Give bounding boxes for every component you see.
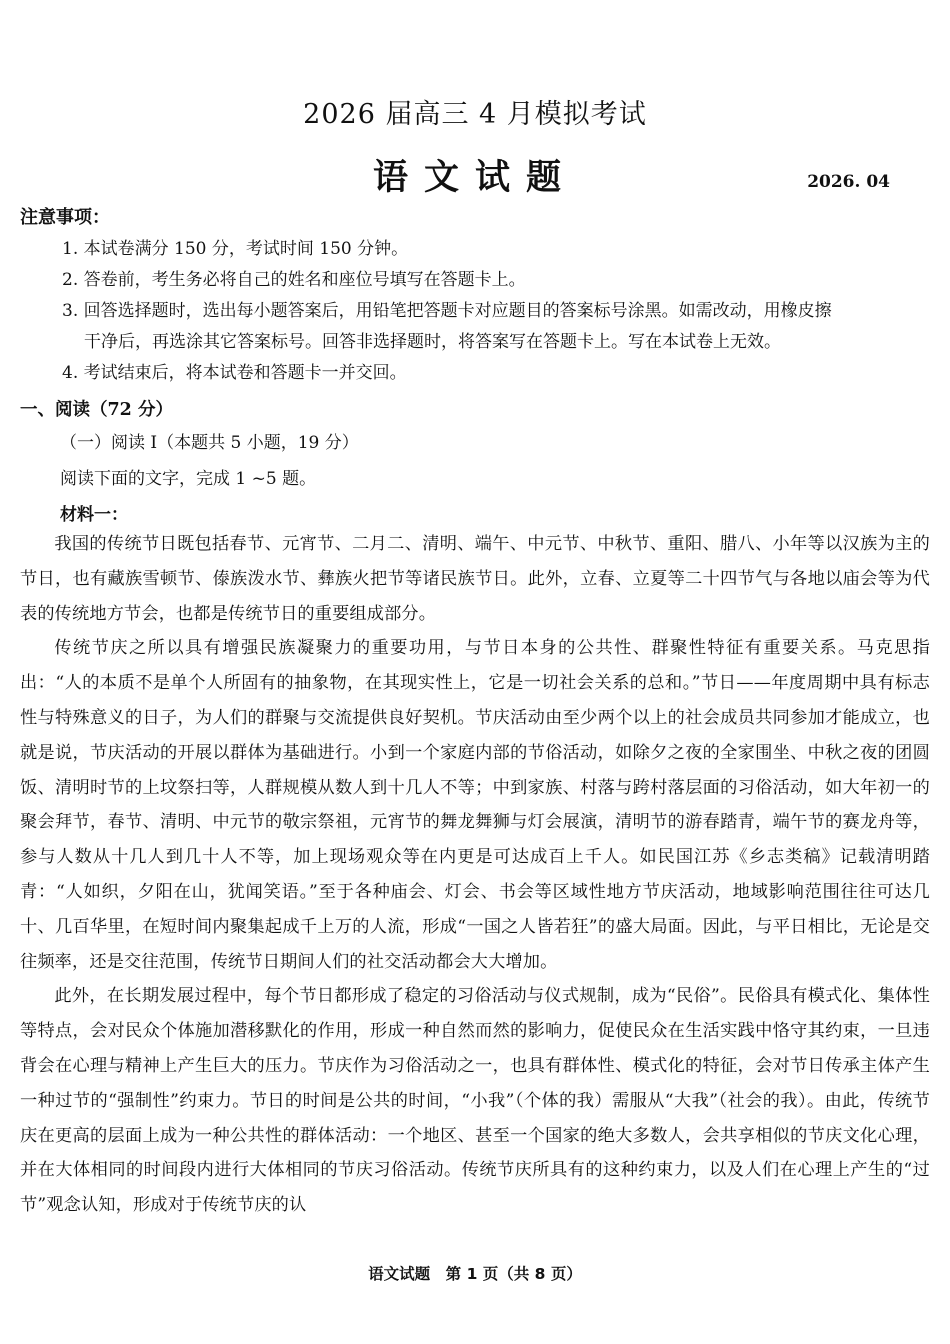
subject-title: 语文试题	[372, 158, 577, 198]
notice-title: 注意事项：	[20, 207, 110, 228]
notice-item-1: 1. 本试卷满分 150 分，考试时间 150 分钟。	[62, 239, 409, 259]
article-body	[20, 527, 930, 1223]
notice-item-2: 2. 答卷前，考生务必将自己的姓名和座位号填写在答题卡上。	[62, 270, 526, 290]
exam-date: 2026. 04	[807, 172, 890, 192]
notice-item-4: 4. 考试结束后，将本试卷和答题卡一并交回。	[62, 363, 407, 383]
page-footer: 语文试题 第 1 页（共 8 页）	[368, 1265, 582, 1283]
subsection-title: （一）阅读 Ⅰ（本题共 5 小题，19 分）	[60, 433, 359, 453]
article-paragraph-2: 传统节庆之所以具有增强民族凝聚力的重要功用，与节日本身的公共性、群聚性特征有重要关系。马克思指出：“人的本质不是单个人所固有的抽象物，在其现实性上，它是一切社会关系的总和。”节日——年度周期中具有标志性与特殊意义的日子，为人们的群聚与交流提供良好契机。节庆活动由至少两个以上的社会成员共同参加才能成立，也就是说，节庆活动的开展以群体为基础进行。小到一个家庭内部的节俗活动，如除夕之夜的全家围坐、中秋之夜的团圆饭、清明时节的上坟祭扫等，人群规模从数人到十几人不等；中到家族、村落与跨村落层面的习俗活动，如大年初一的聚会拜节，春节、清明、中元节的敬宗祭祖，元宵节的舞龙舞狮与灯会展演，清明节的游春踏青，端午节的赛龙舟等，参与人数从十几人到几十人不等，加上现场观众等在内更是可达成百上千人。如民国江苏《乡志类稿》记载清明踏青：“人如织，夕阳在山，犹闻笑语。”至于各种庙会、灯会、书会等区域性地方节庆活动，地域影响范围往往可达几十、几百华里，在短时间内聚集起成千上万的人流，形成“一国之人皆若狂”的盛大局面。因此，与平日相比，无论是交往频率，还是交往范围，传统节日期间人们的社交活动都会大大增加。	[20, 638, 930, 972]
reading-instruction: 阅读下面的文字，完成 1 ~5 题。	[60, 469, 317, 489]
section-title: 一、阅读（72 分）	[20, 400, 173, 420]
article-paragraph-3: 此外，在长期发展过程中，每个节日都形成了稳定的习俗活动与仪式规制，成为“民俗”。民俗具有模式化、集体性等特点，会对民众个体施加潜移默化的作用，形成一种自然而然的影响力，促使民众在生活实践中恪守其约束，一旦违背会在心理与精神上产生巨大的压力。节庆作为习俗活动之一，也具有群体性、模式化的特征，会对节日传承主体产生一种过节的“强制性”约束力。节日的时间是公共的时间，“小我”（个体的我）需服从“大我”（社会的我）。由此，传统节庆在更高的层面上成为一种公共性的群体活动：一个地区、甚至一个国家的绝大多数人，会共享相似的节庆文化心理，并在大体相同的时间段内进行大体相同的节庆习俗活动。传统节庆所具有的这种约束力，以及人们在心理上产生的“过节”观念认知，形成对于传统节庆的认	[20, 986, 930, 1216]
notice-list	[62, 234, 932, 389]
article-paragraph-1: 我国的传统节日既包括春节、元宵节、二月二、清明、端午、中元节、中秋节、重阳、腊八、小年等以汉族为主的节日，也有藏族雪顿节、傣族泼水节、彝族火把节等诸民族节日。此外，立春、立夏等二十四节气与各地以庙会等为代表的传统地方节会，也都是传统节日的重要组成部分。	[20, 534, 930, 624]
notice-item-3-cont-text: 干净后，再选涂其它答案标号。回答非选择题时，将答案写在答题卡上。写在本试卷上无效。	[84, 332, 781, 352]
material-label: 材料一：	[60, 505, 128, 525]
notice-item-3: 3. 回答选择题时，选出每小题答案后，用铅笔把答题卡对应题目的答案标号涂黑。如需改动，用橡皮擦	[62, 301, 832, 321]
notice-item-3-continued	[62, 327, 932, 358]
exam-name: 2026 届高三 4 月模拟考试	[303, 99, 647, 130]
